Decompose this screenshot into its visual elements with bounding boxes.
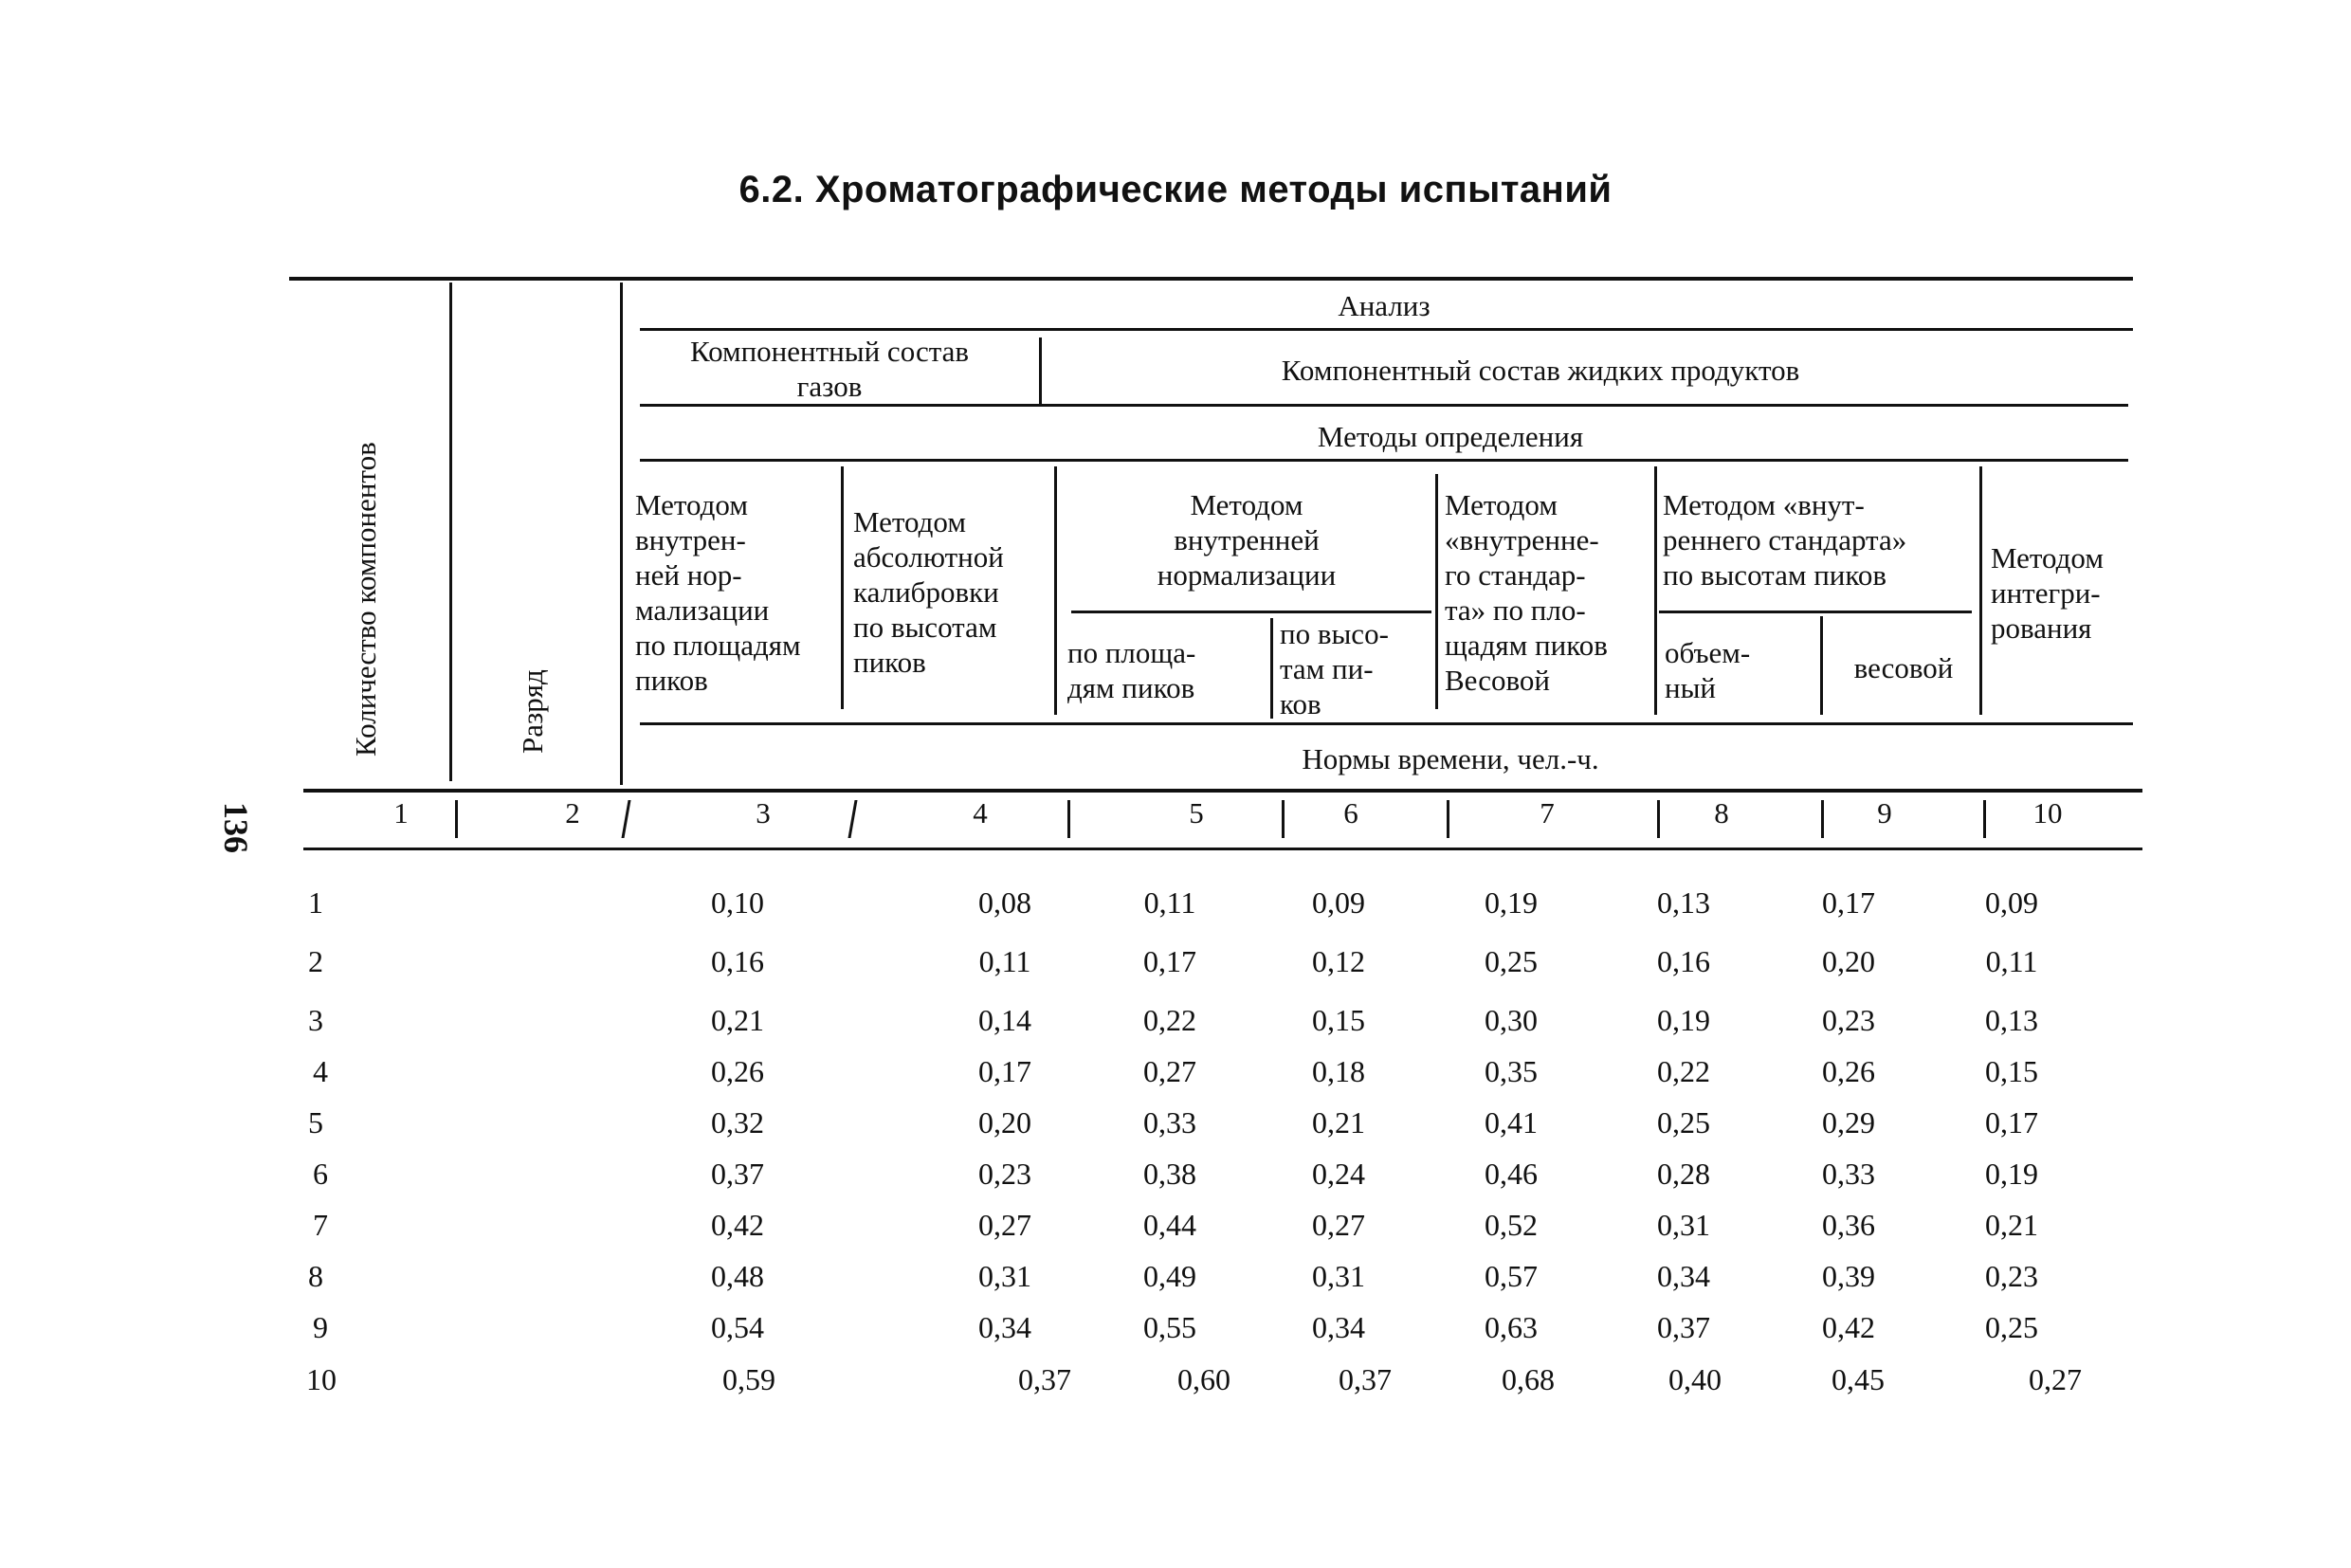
table-cell: 0,10: [711, 885, 764, 920]
table-cell: 0,19: [1985, 1157, 2038, 1191]
table-cell: 0,38: [1143, 1157, 1196, 1191]
table-cell: 0,13: [1657, 885, 1710, 920]
table-cell: 0,31: [978, 1259, 1031, 1293]
table-cell: 0,19: [1485, 885, 1538, 920]
table-cell: 0,46: [1485, 1157, 1538, 1191]
table-cell: 0,27: [978, 1208, 1031, 1242]
table-cell: 0,37: [711, 1157, 764, 1191]
header-method-8: объем- ный: [1665, 636, 1751, 704]
table-cell: 0,41: [1485, 1105, 1538, 1140]
column-number: 8: [1714, 796, 1729, 830]
table-cell: 0,26: [711, 1054, 764, 1088]
page-number: 136: [217, 802, 255, 853]
table-cell: 0,22: [1657, 1054, 1710, 1088]
header-analysis: Анализ: [1338, 289, 1431, 322]
header-method-7: Методом «внутренне- го стандар- та» по пло- щадям пиков Весовой: [1445, 488, 1608, 697]
column-number: 4: [973, 796, 988, 830]
table-cell: 0,15: [1312, 1003, 1365, 1037]
table-cell: 0,24: [1312, 1157, 1365, 1191]
table-cell: 0,09: [1312, 885, 1365, 920]
table-cell: 0,11: [1985, 944, 2038, 978]
table-cell: 0,52: [1485, 1208, 1538, 1242]
table-cell: 0,17: [1143, 944, 1196, 978]
header-method-6: по высо- там пи- ков: [1280, 617, 1389, 720]
table-cell: 0,42: [711, 1208, 764, 1242]
table-cell: 0,25: [1985, 1310, 2038, 1344]
header-quantity-components: Количество компонентов: [349, 442, 382, 757]
column-number: 10: [2032, 796, 2063, 830]
table-cell: 0,27: [1143, 1054, 1196, 1088]
table-cell: 0,48: [711, 1259, 764, 1293]
column-number: 2: [565, 796, 580, 830]
row-component-count: 5: [308, 1105, 323, 1140]
table-cell: 0,12: [1312, 944, 1365, 978]
table-cell: 0,11: [1143, 885, 1196, 920]
row-component-count: 4: [313, 1054, 328, 1088]
table-cell: 0,44: [1143, 1208, 1196, 1242]
row-component-count: 9: [313, 1310, 328, 1344]
row-component-count: 10: [306, 1362, 337, 1396]
table-cell: 0,33: [1822, 1157, 1875, 1191]
header-method-9: весовой: [1853, 651, 1954, 684]
table-cell: 0,68: [1502, 1362, 1555, 1396]
header-grade: Разряд: [516, 669, 549, 754]
table-cell: 0,22: [1143, 1003, 1196, 1037]
table-cell: 0,28: [1657, 1157, 1710, 1191]
table-cell: 0,40: [1668, 1362, 1722, 1396]
header-gases: Компонентный состав газов: [689, 335, 970, 403]
row-component-count: 6: [313, 1157, 328, 1191]
table-cell: 0,37: [1339, 1362, 1392, 1396]
row-component-count: 1: [308, 885, 323, 920]
table-cell: 0,63: [1485, 1310, 1538, 1344]
table-cell: 0,55: [1143, 1310, 1196, 1344]
table-cell: 0,17: [978, 1054, 1031, 1088]
column-number: 6: [1343, 796, 1358, 830]
header-method-8-9: Методом «внут- реннего стандарта» по высотам пиков: [1663, 488, 1907, 592]
header-norms: Нормы времени, чел.-ч.: [1302, 742, 1599, 775]
table-cell: 0,23: [1822, 1003, 1875, 1037]
table-cell: 0,17: [1822, 885, 1875, 920]
table-cell: 0,29: [1822, 1105, 1875, 1140]
table-cell: 0,13: [1985, 1003, 2038, 1037]
column-number: 5: [1189, 796, 1204, 830]
table-cell: 0,33: [1143, 1105, 1196, 1140]
table-cell: 0,59: [722, 1362, 775, 1396]
table-cell: 0,35: [1485, 1054, 1538, 1088]
header-method-4: Методом абсолютной калибровки по высотам пиков: [853, 505, 1004, 679]
header-method-3: Методом внутрен- ней нор- мализации по площадям пиков: [635, 488, 801, 697]
header-method-10: Методом интегри- рования: [1991, 541, 2104, 645]
table-cell: 0,20: [1822, 944, 1875, 978]
table-cell: 0,30: [1485, 1003, 1538, 1037]
row-component-count: 8: [308, 1259, 323, 1293]
column-number: 1: [393, 796, 409, 830]
table-cell: 0,60: [1177, 1362, 1230, 1396]
header-methods: Методы определения: [1317, 420, 1584, 453]
table-cell: 0,57: [1485, 1259, 1538, 1293]
row-component-count: 3: [308, 1003, 323, 1037]
table-cell: 0,27: [2029, 1362, 2082, 1396]
table-cell: 0,16: [1657, 944, 1710, 978]
table-cell: 0,45: [1832, 1362, 1885, 1396]
table-cell: 0,32: [711, 1105, 764, 1140]
table-cell: 0,16: [711, 944, 764, 978]
table-cell: 0,08: [978, 885, 1031, 920]
table-cell: 0,25: [1485, 944, 1538, 978]
table-cell: 0,54: [711, 1310, 764, 1344]
table-cell: 0,37: [1657, 1310, 1710, 1344]
row-component-count: 7: [313, 1208, 328, 1242]
table-cell: 0,42: [1822, 1310, 1875, 1344]
table-cell: 0,36: [1822, 1208, 1875, 1242]
table-cell: 0,21: [711, 1003, 764, 1037]
table-cell: 0,21: [1985, 1208, 2038, 1242]
table-cell: 0,31: [1312, 1259, 1365, 1293]
header-method-5-6: Методом внутренней нормализации: [1157, 488, 1337, 592]
table-cell: 0,39: [1822, 1259, 1875, 1293]
table-cell: 0,34: [1657, 1259, 1710, 1293]
table-cell: 0,20: [978, 1105, 1031, 1140]
table-cell: 0,19: [1657, 1003, 1710, 1037]
table-cell: 0,15: [1985, 1054, 2038, 1088]
column-number: 3: [756, 796, 771, 830]
column-number: 7: [1540, 796, 1555, 830]
table-cell: 0,34: [978, 1310, 1031, 1344]
column-number: 9: [1877, 796, 1892, 830]
table-cell: 0,11: [978, 944, 1031, 978]
table-cell: 0,09: [1985, 885, 2038, 920]
table-cell: 0,27: [1312, 1208, 1365, 1242]
table-cell: 0,17: [1985, 1105, 2038, 1140]
header-method-5: по площа- дям пиков: [1067, 636, 1196, 704]
table-cell: 0,26: [1822, 1054, 1875, 1088]
header-liquids: Компонентный состав жидких продуктов: [1281, 354, 1800, 387]
table-cell: 0,14: [978, 1003, 1031, 1037]
row-component-count: 2: [308, 944, 323, 978]
table-cell: 0,31: [1657, 1208, 1710, 1242]
table-cell: 0,21: [1312, 1105, 1365, 1140]
table-cell: 0,34: [1312, 1310, 1365, 1344]
table-cell: 0,49: [1143, 1259, 1196, 1293]
table-cell: 0,18: [1312, 1054, 1365, 1088]
table-cell: 0,37: [1018, 1362, 1071, 1396]
table-cell: 0,23: [1985, 1259, 2038, 1293]
table-cell: 0,25: [1657, 1105, 1710, 1140]
table-cell: 0,23: [978, 1157, 1031, 1191]
page-title: 6.2. Хроматографические методы испытаний: [738, 169, 1613, 210]
